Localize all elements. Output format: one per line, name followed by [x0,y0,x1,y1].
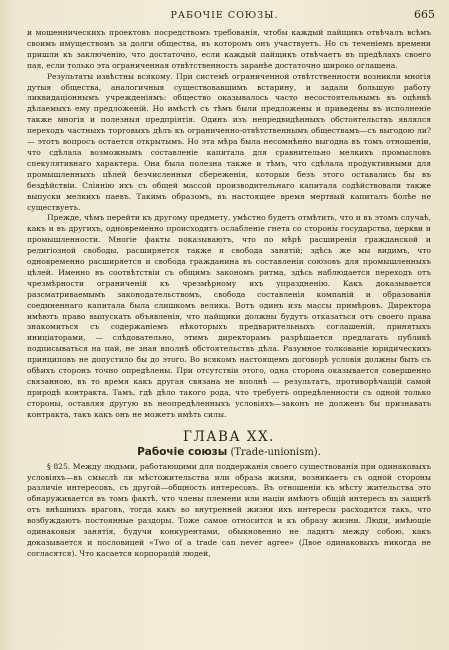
chapter-title: ГЛАВА XX. [183,428,275,445]
page-number: 665 [414,8,435,21]
paragraph-1: и мошенническихъ проектовъ посредствомъ требованія, чтобы каждый пайщикъ отвѣчалъ всѣмъ своимъ имуществомъ за долги общества, въ которомъ онъ участвуетъ. Но съ теченіемъ времени пришли къ заключенію, что достаточно, если каждый пайщикъ отвѣчаетъ въ предѣлахъ своего пая, если только эта ограниченная отвѣтственность заранѣе достаточно широко оглашена. [27,28,431,70]
paragraph-825: § 825. Между людьми, работающими для поддержанія своего существованія при одинаковыхъ условіяхъ—въ смыслѣ ли мѣстожительства или образа жизни, возникаетъ съ одной стороны различіе интересовъ, съ другой—общность интересовъ. Въ отношеніи къ мѣсту жительства это обнаруживается въ томъ фактѣ, что члены племени или націи имѣютъ общій интересъ въ защитѣ отъ внѣшнихъ враговъ, тогда какъ во внутренней жизни ихъ интересы расходятся такъ, что возбуждаютъ постоянные раздоры. Тоже самое относится и къ образу жизни. Люди, имѣющіе одинаковыя занятія, будучи конкурентами, обыкновенно не ладятъ между собою, какъ доказывается и пословицей «Two of a trade can never agree» (Двое одинаковыхъ никогда не согласятся). Что касается корпорацій людей, [27,461,431,558]
text-body [27,28,431,560]
chapter-subtitle [27,446,431,459]
chapter-subtitle-paren: (Trade-unionism). [230,446,321,458]
chapter-subtitle-main: Рабочіе союзы [137,445,228,458]
paragraph-2: Результаты извѣстны всякому. При системѣ ограниченной отвѣтственности возникли многія дутыя общества, аналогичныя существовавшимъ встарину, и задали большую работу ликвидаціоннымъ учрежденіямъ: общество оказывалось часто несостоятельнымъ въ оцѣнкѣ дѣлаемыхъ ему предложеній. Но имѣстѣ съ тѣмъ были предложены и приведены въ исполненіе также многія и полезныя предпріятія. Одинъ изъ непредвидѣнныхъ обстоятельствъ являлся переходъ частныхъ торговыхъ дѣлъ къ ограниченно-отвѣтственнымъ обществамъ—съ выгодою ли? — этотъ вопросъ остается открытымъ. Но эта мѣра была несомнѣнно выгодна въ томъ отношеніи, что сдѣлала возможнымъ составленіе капитала для сравнительно мелкихъ промысловъ спекулятивнаго характера. Она была полезна также и тѣмъ, что сдѣлала продуктивными для промышленныхъ цѣлей безчисленныя сбереженія, которыя безъ этого оставались бы въ бездѣйствіи. Слiянію ихъ съ общей массой производительнаго капитала содѣйствовали также выпуски мелкихъ паевъ. Такимъ образомъ, въ настоящее время мертвый капиталъ болѣе не существуетъ. [27,71,431,212]
paragraph-3: Прежде, чѣмъ перейти къ другому предмету, умѣстно будетъ отмѣтить, что и въ этомъ случаѣ, какъ и въ другихъ, одновременно происходитъ ослабленіе гнета со стороны государства, церкви и промышленности. Многіе факты показываютъ, что по мѣрѣ расширенія гражданской и религіозной свободы, расширяется также и свобода занятій; здѣсь же мы видимъ, что одновременно расширяется и свобода гражданина въ составленіи союзовъ для промышленныхъ цѣлей. Именно въ соотвѣтствіи съ общимъ закономъ ритма, здѣсь наблюдается переходъ отъ чрезмѣрности ограниченій къ чрезмѣрному ихъ упраздненію. Какъ доказывается разсматриваемымъ законодательствомъ, свобода составленія компаній и образованія соединеннаго капитала была слишкомъ велика. Вотъ одинъ изъ массы примѣровъ. Директора имѣютъ право выпускать объявленія, что пайщики должны будутъ отказаться отъ своего права знакомиться съ содержаніемъ нѣкоторыхъ предварительныхъ соглашеній, принятыхъ иниціаторами, — слѣдовательно, этимъ директорамъ разрѣшается предлагать публикѣ подписываться на пай, не зная вполнѣ обстоятельствъ дѣла. Разумное толкованіе юридическихъ принциповъ не допустило бы до этого. Во всякомъ настоящемъ договорѣ условія должны быть съ обѣихъ сторонъ точно опредѣлены. При отсутствіи этого, одна сторона оказывается совершенно связанною, въ то время какъ другая связана не вполнѣ — результатъ, противорѣчащій самой природѣ контракта. Тамъ, гдѣ дѣло такого рода, что требуетъ опредѣленности съ одной только стороны, оставляя другую въ неопредѣленныхъ условіяхъ—законъ не долженъ бы признавать контракта, такъ какъ онъ не можетъ имѣть силы. [27,213,431,419]
running-title: РАБОЧІЕ СОЮЗЫ. [170,10,279,21]
running-header [0,8,449,26]
